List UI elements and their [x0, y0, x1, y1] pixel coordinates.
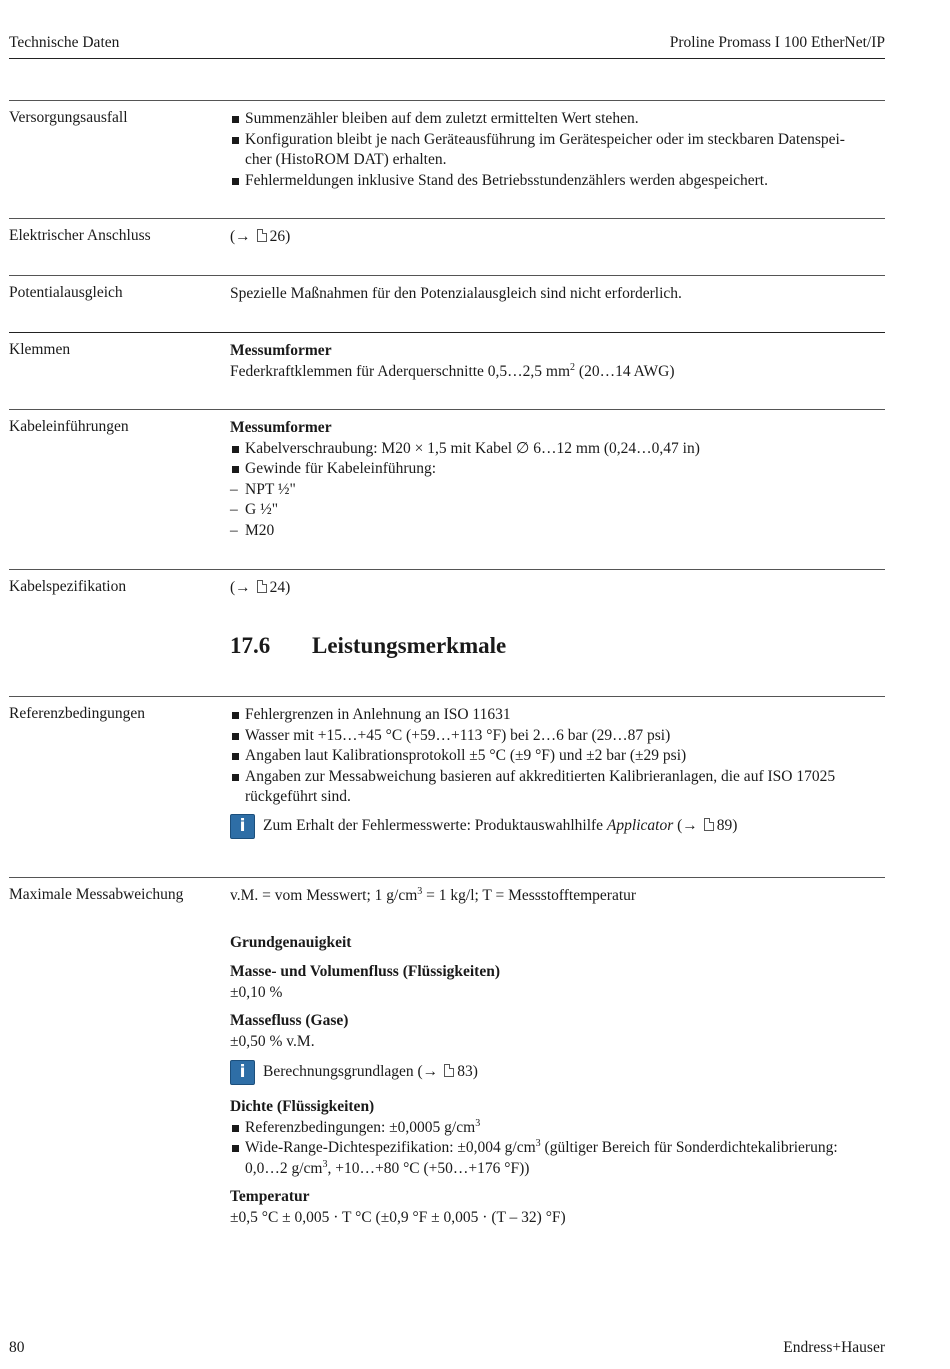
sub-heading: Massefluss (Gase) [230, 1012, 349, 1029]
value-text: ±0,50 % v.M. [230, 1032, 315, 1050]
list-item: Referenzbedingungen: ±0,0005 $g/cm^3$ [230, 1118, 885, 1139]
row-content [230, 418, 885, 541]
paragraph: Federkraftklemmen für Aderquerschnitte 0,5…2,5 $mm^2$ (20…14 AWG) [230, 361, 675, 380]
list-item: Angaben laut Kalibrationsprotokoll ±5 °C (±9 °F) und ±2 bar (±29 psi) [230, 746, 885, 767]
value-text: ±0,10 % [230, 983, 283, 1001]
row-label: Klemmen [9, 341, 71, 358]
page-footer [9, 1338, 885, 1359]
list-item: – M20 [230, 521, 885, 542]
bullet-list [230, 439, 885, 480]
row-klemmen [9, 332, 885, 382]
applicator-link[interactable]: Applicator [606, 816, 674, 834]
bullet-list [230, 109, 885, 191]
list-item: Gewinde für Kabeleinführung: [230, 459, 885, 480]
row-label: Elektrischer Anschluss [9, 227, 151, 244]
list-item: Wide-Range-Dichtespezifikation: ±0,004 $g/cm^3$ (gültiger Bereich für Sonderdichtekalibrierung: 0,0…2 $g/cm^3$, +10…+80 °C (+50…+176 °F)) [230, 1138, 885, 1179]
page-ref-icon [257, 229, 267, 242]
dash-list [230, 480, 885, 542]
row-label: Kabeleinführungen [9, 418, 129, 435]
info-note [230, 814, 885, 839]
brand-name: Endress+Hauser [783, 1339, 885, 1356]
header-chapter: Technische Daten [9, 34, 120, 51]
list-item: Fehlergrenzen in Anlehnung an ISO 11631 [230, 705, 885, 726]
list-item: Wasser mit +15…+45 °C (+59…+113 °F) bei 2…6 bar (29…87 psi) [230, 726, 885, 747]
row-content [230, 109, 885, 191]
info-note-text: Zum Erhalt der Fehlermesswerte: Produktauswahlhilfe Applicator (→ 89) [263, 816, 738, 834]
row-kabelspezifikation [9, 569, 885, 599]
row-elektrischer-anschluss [9, 218, 885, 248]
row-content: Spezielle Maßnahmen für den Potenzialausgleich sind nicht erforderlich. [230, 285, 682, 302]
row-referenzbedingungen [9, 696, 885, 839]
info-icon: i [230, 814, 255, 839]
paragraph: v.M. = vom Messwert; 1 $g/cm^3 = 1$ kg/l; T = Messstofftemperatur [230, 885, 637, 904]
value-text: ±0,5 °C ± 0,005 · T °C (±0,9 °F ± 0,005 · (T – 32) °F) [230, 1208, 566, 1226]
sub-heading: Messumformer [230, 419, 332, 436]
row-content [230, 705, 885, 839]
row-label: Kabelspezifikation [9, 578, 127, 595]
section-title: Leistungsmerkmale [312, 633, 507, 658]
row-content [230, 886, 885, 1228]
info-note [230, 1060, 885, 1085]
bullet-list [230, 1118, 885, 1180]
info-icon: i [230, 1060, 255, 1085]
list-item: Angaben zur Messabweichung basieren auf akkreditierten Kalibrieranlagen, die auf ISO 17025 rückgeführt sind. [230, 767, 885, 808]
list-item: Fehlermeldungen inklusive Stand des Betriebsstundenzählers werden abgespeichert. [230, 171, 885, 192]
row-versorgungsausfall [9, 100, 885, 191]
row-label: Versorgungsausfall [9, 109, 128, 126]
row-content [230, 578, 885, 599]
page-ref-icon [704, 818, 714, 831]
sub-heading: Masse- und Volumenfluss (Flüssigkeiten) [230, 963, 501, 980]
row-label: Maximale Messabweichung [9, 886, 184, 903]
reference-arrow: (→ [230, 579, 251, 596]
list-item-line: Konfiguration bleibt je nach Geräteausführung im Gerätespeicher oder im steckbaren Datenspei- [245, 130, 845, 148]
page-reference-link[interactable]: 24) [269, 579, 291, 596]
page-reference-link[interactable]: 83) [457, 1063, 478, 1080]
row-potentialausgleich [9, 275, 885, 305]
list-item: – NPT ½" [230, 480, 885, 501]
sub-heading: Dichte (Flüssigkeiten) [230, 1098, 375, 1115]
list-item [230, 130, 885, 171]
page-ref-icon [444, 1064, 454, 1077]
row-content [230, 341, 885, 382]
sub-heading: Grundgenauigkeit [230, 933, 352, 951]
sub-heading: Messumformer [230, 342, 332, 359]
list-item: Summenzähler bleiben auf dem zuletzt ermittelten Wert stehen. [230, 109, 885, 130]
sub-heading: Temperatur [230, 1188, 310, 1205]
list-item: – G ½" [230, 500, 885, 521]
bullet-list [230, 705, 885, 808]
section-number: 17.6 [230, 633, 271, 658]
row-kabeleinfuehrungen [9, 409, 885, 541]
page-reference-link[interactable]: 26) [269, 228, 291, 245]
section-heading [230, 633, 507, 658]
row-label: Referenzbedingungen [9, 705, 145, 722]
page-reference-link[interactable]: 89) [716, 816, 738, 834]
list-item-line: cher (HistoROM DAT) erhalten. [245, 151, 447, 168]
list-item: Kabelverschraubung: M20 × 1,5 mit Kabel ∅ 6…12 mm (0,24…0,47 in) [230, 439, 885, 460]
info-note-text: Berechnungsgrundlagen (→ 83) [263, 1063, 478, 1080]
page-number: 80 [9, 1339, 25, 1356]
page-ref-icon [257, 580, 267, 593]
page-header [9, 33, 885, 59]
header-product: Proline Promass I 100 EtherNet/IP [669, 34, 885, 51]
row-maximale-messabweichung [9, 877, 885, 1228]
reference-arrow: (→ [230, 228, 251, 245]
row-content [230, 227, 885, 248]
row-label: Potentialausgleich [9, 284, 123, 301]
